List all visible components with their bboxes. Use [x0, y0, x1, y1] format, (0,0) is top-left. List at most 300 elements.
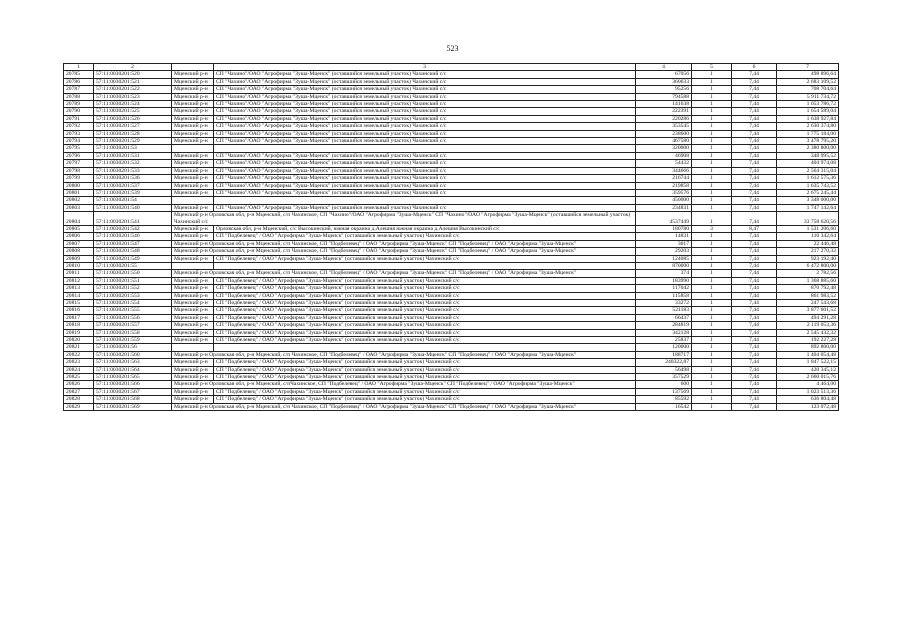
district: Мценский р-н: [172, 277, 214, 284]
cadastral-number: 57:11:0030201:566: [94, 381, 172, 388]
row-number: 20800: [64, 182, 94, 189]
cadastral-cost: 2 630 374,80: [777, 123, 839, 130]
row-number: 20801: [64, 189, 94, 196]
location-description: СП "Подбелевец" / ОАО "Агрофирма "Зуша-Мценск" (оставшийся земельный участок) Чахинский с/с: [214, 285, 636, 292]
district: Мценский р-н: [172, 108, 214, 115]
cadastral-number: 57:11:0030201:56: [94, 344, 172, 351]
area-value: 248322,87: [636, 359, 692, 366]
category-value: 1: [692, 277, 732, 284]
cadastral-cost: 892 800,00: [777, 344, 839, 351]
location-description: СП "Чахино"/ОАО "Агрофирма "Зуша-Мценск" (оставшийся земельный участок) Чахинский с/с: [214, 130, 636, 137]
category-value: 1: [692, 403, 732, 410]
category-value: 1: [692, 160, 732, 167]
table-row: [64, 240, 839, 247]
table-row: [64, 270, 839, 277]
category-value: 1: [692, 240, 732, 247]
row-number: 20828: [64, 396, 94, 403]
district: Мценский р-н: [172, 175, 214, 182]
category-value: 1: [692, 86, 732, 93]
table-row: [64, 189, 839, 196]
rate-value: 8,47: [732, 225, 777, 232]
location-description: СП "Подбелевец" / ОАО "Агрофирма "Зуша-Мценск" (оставшийся земельный участок) Чахинский с/с: [214, 292, 636, 299]
cadastral-number: 57:11:0030201:531: [94, 152, 172, 159]
table-row: [64, 233, 839, 240]
district: [172, 197, 214, 204]
cadastral-cost: 3 877 601,52: [777, 307, 839, 314]
location-description: СП "Подбелевец" / ОАО "Агрофирма "Зуша-Мценск" (оставшийся земельный участок) Чахинский с/с: [214, 396, 636, 403]
category-value: 1: [692, 130, 732, 137]
table-row: [64, 374, 839, 381]
rate-value: 7,44: [732, 138, 777, 145]
area-value: 216744: [636, 175, 692, 182]
area-value: 219858: [636, 182, 692, 189]
district: Мценский р-н: [172, 329, 214, 336]
table-row: [64, 115, 839, 122]
rate-value: 7,44: [732, 285, 777, 292]
cadastral-number: 57:11:0030201:560: [94, 351, 172, 358]
row-number: 20811: [64, 270, 94, 277]
district: Мценский р-н: [172, 86, 214, 93]
row-number: 20808: [64, 248, 94, 255]
district: [172, 262, 214, 269]
row-number: 20788: [64, 93, 94, 100]
location-description: СП "Чахино"/ОАО "Агрофирма "Зуша-Мценск" (оставшийся земельный участок) Чахинский с/с: [214, 115, 636, 122]
rate-value: 7,44: [732, 270, 777, 277]
table-row: [64, 138, 839, 145]
table-row: [64, 322, 839, 329]
category-value: 1: [692, 322, 732, 329]
district: Мценский р-н: [172, 78, 214, 85]
location-description: СП "Подбелевец" / ОАО "Агрофирма "Зуша-Мценск" (оставшийся земельный участок) Чахинский с/с: [214, 322, 636, 329]
cadastral-cost: 1 654 589,04: [777, 108, 839, 115]
district: Мценский р-н: [172, 322, 214, 329]
cadastral-cost: 861 983,52: [777, 292, 839, 299]
category-value: 1: [692, 182, 732, 189]
cadastral-number: 57:11:0030201:524: [94, 101, 172, 108]
rate-value: 7,44: [732, 255, 777, 262]
district: Мценский р-н: [172, 93, 214, 100]
area-value: 124085: [636, 255, 692, 262]
row-number: 20793: [64, 130, 94, 137]
location-description: СП "Чахино"/ОАО "Агрофирма "Зуша-Мценск" (оставшийся земельный участок) Чахинский с/с: [214, 167, 636, 174]
area-value: 374: [636, 270, 692, 277]
cadastral-cost: 1 612 575,36: [777, 175, 839, 182]
row-number: 20825: [64, 374, 94, 381]
area-value: 85592: [636, 396, 692, 403]
category-value: 1: [692, 255, 732, 262]
category-value: 1: [692, 212, 732, 226]
cadastral-cost: 3 478 795,20: [777, 138, 839, 145]
cadastral-cost: 1 635 743,52: [777, 182, 839, 189]
cadastral-cost: 1 747 142,64: [777, 204, 839, 211]
area-value: 120000: [636, 344, 692, 351]
category-value: 1: [692, 145, 732, 152]
location-description: СП "Чахино"/ОАО "Агрофирма "Зуша-Мценск" (оставшийся земельный участок) Чахинский с/с: [214, 160, 636, 167]
row-number: 20790: [64, 108, 94, 115]
location-description: СП "Подбелевец" / ОАО "Агрофирма "Зуша-Мценск" (оставшийся земельный участок) Чахинский с/с: [214, 255, 636, 262]
rate-value: 7,44: [732, 71, 777, 78]
table-row: [64, 182, 839, 189]
category-value: 1: [692, 189, 732, 196]
cadastral-number: 57:11:0030201:555: [94, 307, 172, 314]
header-cell: 7: [777, 64, 839, 71]
district: Мценский р-н: [172, 396, 214, 403]
row-number: 20803: [64, 204, 94, 211]
category-value: 1: [692, 366, 732, 373]
header-cell: 6: [732, 64, 777, 71]
location-description: СП "Подбелевец" / ОАО "Агрофирма "Зуша-Мценск" (оставшийся земельный участок) Чахинский с/с: [214, 307, 636, 314]
area-value: 188717: [636, 351, 692, 358]
table-row: [64, 403, 839, 410]
row-number: 20819: [64, 329, 94, 336]
location-description: СП "Чахино"/ОАО "Агрофирма "Зуша-Мценск" (оставшийся земельный участок) Чахинский с/с: [214, 78, 636, 85]
district: Мценский р-н: [172, 130, 214, 137]
area-value: 67056: [636, 71, 692, 78]
area-value: 66437: [636, 314, 692, 321]
cadastral-cost: 2 119 053,36: [777, 322, 839, 329]
location-description: СП "Чахино"/ОАО "Агрофирма "Зуша-Мценск" (оставшийся земельный участок) Чахинский с/с: [214, 175, 636, 182]
district: Мценский р-н: [172, 115, 214, 122]
table-row: [64, 145, 839, 152]
table-row: [64, 396, 839, 403]
district: Мценский р-н: [172, 123, 214, 130]
location-description: Мценский р-н Орловская обл, р-н Мценский, с/п Чахинское, СП "Подбелевец" / ОАО "Агрофирма "Зуша-Мценск" СП "Подбелевец" / ОАО "Агрофирма "Зуша-Мценск": [172, 403, 636, 410]
rate-value: 7,44: [732, 108, 777, 115]
category-value: 1: [692, 374, 732, 381]
table-row: [64, 175, 839, 182]
location-description: СП "Подбелевец" / ОАО "Агрофирма "Зуша-Мценск" (оставшийся земельный участок) Чахинский с/с: [214, 233, 636, 240]
category-value: 1: [692, 329, 732, 336]
cadastral-number: 57:11:0030201:551: [94, 277, 172, 284]
district: Мценский р-н: [172, 152, 214, 159]
district: [172, 145, 214, 152]
table-row: [64, 351, 839, 358]
table-row: [64, 307, 839, 314]
category-value: 1: [692, 175, 732, 182]
rate-value: 7,44: [732, 248, 777, 255]
cadastral-cost: 494 291,28: [777, 314, 839, 321]
cadastral-cost: 1 775 184,00: [777, 130, 839, 137]
area-value: 95256: [636, 86, 692, 93]
row-number: 20826: [64, 381, 94, 388]
rate-value: 7,44: [732, 388, 777, 395]
area-value: 794588: [636, 93, 692, 100]
cadastral-cost: 420 345,12: [777, 366, 839, 373]
table-row: [64, 123, 839, 130]
district: Мценский р-н: [172, 374, 214, 381]
rate-value: 7,44: [732, 175, 777, 182]
table-row: [64, 86, 839, 93]
category-value: 1: [692, 138, 732, 145]
rate-value: 7,44: [732, 115, 777, 122]
row-number: 20807: [64, 240, 94, 247]
area-value: 29203: [636, 248, 692, 255]
category-value: 1: [692, 108, 732, 115]
cadastral-cost: 636 804,48: [777, 396, 839, 403]
table-row: [64, 71, 839, 78]
cadastral-number: 57:11:0030201:553: [94, 292, 172, 299]
header-cell: [172, 64, 214, 71]
district: [172, 344, 214, 351]
row-number: 20812: [64, 277, 94, 284]
page-number: 523: [446, 44, 459, 53]
rate-value: 7,44: [732, 307, 777, 314]
rate-value: 7,44: [732, 366, 777, 373]
row-number: 20822: [64, 351, 94, 358]
area-value: 141638: [636, 101, 692, 108]
registry-table: [63, 63, 839, 411]
cadastral-number: 57:11:0030201:557: [94, 322, 172, 329]
cadastral-cost: 2 564 315,04: [777, 167, 839, 174]
table-row: [64, 292, 839, 299]
location-description: СП "Чахино"/ОАО "Агрофирма "Зуша-Мценск" (оставшийся земельный участок) Чахинский с/с: [214, 71, 636, 78]
row-number: 20792: [64, 123, 94, 130]
cadastral-number: 57:11:0030201:547: [94, 240, 172, 247]
rate-value: 7,44: [732, 359, 777, 366]
cadastral-cost: 2 675 245,44: [777, 189, 839, 196]
table-row: [64, 329, 839, 336]
header-row: [64, 64, 839, 71]
district: Мценский р-н: [172, 160, 214, 167]
rate-value: 7,44: [732, 292, 777, 299]
cadastral-number: 57:11:0030201:532: [94, 160, 172, 167]
cadastral-cost: 2 545 432,32: [777, 329, 839, 336]
cadastral-number: 57:11:0030201:54: [94, 197, 172, 204]
area-value: 137569: [636, 388, 692, 395]
row-number: 20810: [64, 262, 94, 269]
cadastral-cost: 1 053 786,72: [777, 101, 839, 108]
district: Мценский р-н: [172, 204, 214, 211]
cadastral-cost: 5 911 734,72: [777, 93, 839, 100]
table-row: [64, 108, 839, 115]
category-value: 1: [692, 152, 732, 159]
location-description: СП "Чахино"/ОАО "Агрофирма "Зуша-Мценск" (оставшийся земельный участок) Чахинский с/с: [214, 189, 636, 196]
cadastral-cost: 1 638 927,84: [777, 115, 839, 122]
location-description: СП "Чахино"/ОАО "Агрофирма "Зуша-Мценск" (оставшийся земельный участок) Чахинский с/с: [214, 138, 636, 145]
location-description: СП "Подбелевец" / ОАО "Агрофирма "Зуша-Мценск" (оставшийся земельный участок) Чахинский с/с: [214, 329, 636, 336]
category-value: 1: [692, 314, 732, 321]
header-cell: 5: [692, 64, 732, 71]
area-value: 521183: [636, 307, 692, 314]
cadastral-number: 57:11:0030201:556: [94, 314, 172, 321]
rate-value: 7,44: [732, 86, 777, 93]
table-row: [64, 197, 839, 204]
area-value: 4537449: [636, 212, 692, 226]
rate-value: 7,44: [732, 381, 777, 388]
cadastral-number: 57:11:0030201:552: [94, 285, 172, 292]
area-value: 14831: [636, 233, 692, 240]
location-description: Мценский р-н Орловская обл, р-н Мценский, с/п Чахинское, СП "Подбелевец" / ОАО "Агрофирма "Зуша-Мценск" СП "Подбелевец" / ОАО "Агрофирма "Зуша-Мценск": [172, 351, 636, 358]
table-row: [64, 248, 839, 255]
rate-value: 7,44: [732, 123, 777, 130]
cadastral-cost: 6 472 800,00: [777, 262, 839, 269]
category-value: 1: [692, 300, 732, 307]
cadastral-number: 57:11:0030201:536: [94, 175, 172, 182]
rate-value: 7,44: [732, 233, 777, 240]
area-value: 183990: [636, 277, 692, 284]
area-value: 180780: [636, 225, 692, 232]
district: Мценский р-н: [172, 182, 214, 189]
rate-value: 7,44: [732, 262, 777, 269]
rate-value: 7,44: [732, 101, 777, 108]
table-row: [64, 225, 839, 232]
area-value: 360633: [636, 78, 692, 85]
table-row: [64, 344, 839, 351]
row-number: 20786: [64, 78, 94, 85]
location-description: СП "Чахино"/ОАО "Агрофирма "Зуша-Мценск" (оставшийся земельный участок) Чахинский с/с: [214, 108, 636, 115]
district: Мценский р-н: [172, 359, 214, 366]
row-number: 20799: [64, 175, 94, 182]
row-number: 20798: [64, 167, 94, 174]
cadastral-number: 57:11:0030201:521: [94, 78, 172, 85]
category-value: 1: [692, 388, 732, 395]
cadastral-cost: 1 531 206,60: [777, 225, 839, 232]
row-number: 20818: [64, 322, 94, 329]
cadastral-number: 57:11:0030201:520: [94, 71, 172, 78]
cadastral-cost: 498 896,64: [777, 71, 839, 78]
district: Мценский р-н: [172, 225, 214, 232]
location-description: Орловская обл, р-н Мценский, с/с Высокинский, южная окраина д.Алешня южная окраина д.Алешня Высокинский с/с: [214, 225, 636, 232]
row-number: 20814: [64, 292, 94, 299]
area-value: 353545: [636, 123, 692, 130]
row-number: 20820: [64, 337, 94, 344]
rate-value: 7,44: [732, 93, 777, 100]
rate-value: 7,44: [732, 130, 777, 137]
category-value: 1: [692, 93, 732, 100]
row-number: 20824: [64, 366, 94, 373]
district: Мценский р-н: [172, 138, 214, 145]
category-value: 1: [692, 292, 732, 299]
cadastral-cost: 708 704,64: [777, 86, 839, 93]
district: Мценский р-н: [172, 71, 214, 78]
cadastral-number: 57:11:0030201:539: [94, 189, 172, 196]
table-row: [64, 152, 839, 159]
table-row: [64, 285, 839, 292]
cadastral-cost: 404 974,08: [777, 160, 839, 167]
area-value: 344666: [636, 167, 692, 174]
category-value: 1: [692, 123, 732, 130]
location-description: [214, 262, 636, 269]
area-value: 357529: [636, 374, 692, 381]
rate-value: 7,44: [732, 344, 777, 351]
row-number: 20805: [64, 225, 94, 232]
district: Мценский р-н: [172, 101, 214, 108]
rate-value: 7,44: [732, 351, 777, 358]
row-number: 20809: [64, 255, 94, 262]
location-description: Мценский р-н Орловская обл, р-н Мценский, с/п Чахинское, СП "Чахино"/ОАО "Агрофирма "Зуша-Мценск" СП "Чахино"/ОАО "Агрофирма "Зуша-Мценск" (оставшийся земельный участок) Чахинский с/с: [172, 212, 636, 226]
row-number: 20787: [64, 86, 94, 93]
cadastral-number: 57:11:0030201:541: [94, 212, 172, 226]
table-row: [64, 101, 839, 108]
area-value: 46908: [636, 152, 692, 159]
table-row: [64, 212, 839, 226]
row-number: 20829: [64, 403, 94, 410]
cadastral-number: 57:11:0030201:548: [94, 248, 172, 255]
row-number: 20817: [64, 314, 94, 321]
rate-value: 7,44: [732, 300, 777, 307]
header-cell: 3: [214, 64, 636, 71]
cadastral-cost: 2 660 015,76: [777, 374, 839, 381]
area-value: 359576: [636, 189, 692, 196]
district: Мценский р-н: [172, 300, 214, 307]
cadastral-number: 57:11:0030201:559: [94, 337, 172, 344]
cadastral-number: 57:11:0030201:563: [94, 359, 172, 366]
cadastral-number: 57:11:0030201:537: [94, 182, 172, 189]
table-row: [64, 381, 839, 388]
district: Мценский р-н: [172, 388, 214, 395]
cadastral-cost: 1 023 513,36: [777, 388, 839, 395]
location-description: СП "Подбелевец" / ОАО "Агрофирма "Зуша-Мценск" (оставшийся земельный участок) Чахинский с/с: [214, 337, 636, 344]
cadastral-cost: 1 368 885,60: [777, 277, 839, 284]
cadastral-cost: 33 758 620,56: [777, 212, 839, 226]
district: Мценский р-н: [172, 285, 214, 292]
category-value: 1: [692, 78, 732, 85]
row-number: 20789: [64, 101, 94, 108]
table-row: [64, 262, 839, 269]
area-value: 3017: [636, 240, 692, 247]
cadastral-number: 57:11:0030201:546: [94, 233, 172, 240]
district: Мценский р-н: [172, 307, 214, 314]
row-number: 20823: [64, 359, 94, 366]
rate-value: 7,44: [732, 337, 777, 344]
area-value: 115858: [636, 292, 692, 299]
cadastral-number: 57:11:0030201:523: [94, 93, 172, 100]
cadastral-number: 57:11:0030201:540: [94, 204, 172, 211]
category-value: 3: [692, 225, 732, 232]
row-number: 20797: [64, 160, 94, 167]
area-value: 342128: [636, 329, 692, 336]
row-number: 20813: [64, 285, 94, 292]
row-number: 20806: [64, 233, 94, 240]
category-value: 1: [692, 337, 732, 344]
rate-value: 7,44: [732, 182, 777, 189]
location-description: СП "Чахино"/ОАО "Агрофирма "Зуша-Мценск" (оставшийся земельный участок) Чахинский с/с: [214, 93, 636, 100]
table-row: [64, 78, 839, 85]
location-description: [214, 145, 636, 152]
location-description: СП "Чахино"/ОАО "Агрофирма "Зуша-Мценск" (оставшийся земельный участок) Чахинский с/с: [214, 101, 636, 108]
rate-value: 7,44: [732, 160, 777, 167]
cadastral-cost: 110 342,64: [777, 233, 839, 240]
cadastral-number: 57:11:0030201:565: [94, 374, 172, 381]
rate-value: 7,44: [732, 240, 777, 247]
rate-value: 7,44: [732, 403, 777, 410]
cadastral-cost: 870 792,48: [777, 285, 839, 292]
table-row: [64, 366, 839, 373]
header-cell: 1: [64, 64, 94, 71]
location-description: [214, 197, 636, 204]
location-description: СП "Подбелевец" / ОАО "Агрофирма "Зуша-Мценск" (оставшийся земельный участок) Чахинский с/с: [214, 374, 636, 381]
cadastral-cost: 192 227,28: [777, 337, 839, 344]
rate-value: 7,44: [732, 314, 777, 321]
table-row: [64, 337, 839, 344]
location-description: СП "Чахино"/ОАО "Агрофирма "Зуша-Мценск" (оставшийся земельный участок) Чахинский с/с: [214, 123, 636, 130]
rate-value: 7,44: [732, 212, 777, 226]
area-value: 600: [636, 381, 692, 388]
cadastral-number: 57:11:0030201:53: [94, 145, 172, 152]
row-number: 20827: [64, 388, 94, 395]
location-description: СП "Чахино"/ОАО "Агрофирма "Зуша-Мценск" (оставшийся земельный участок) Чахинский с/с: [214, 86, 636, 93]
cadastral-number: 57:11:0030201:567: [94, 388, 172, 395]
area-value: 25837: [636, 337, 692, 344]
row-number: 20816: [64, 307, 94, 314]
row-number: 20821: [64, 344, 94, 351]
table-row: [64, 388, 839, 395]
cadastral-cost: 123 072,48: [777, 403, 839, 410]
location-description: СП "Подбелевец" / ОАО "Агрофирма "Зуша-Мценск" (оставшийся земельный участок) Чахинский с/с: [214, 314, 636, 321]
row-number: 20794: [64, 138, 94, 145]
area-value: 117042: [636, 285, 692, 292]
area-value: 238600: [636, 130, 692, 137]
